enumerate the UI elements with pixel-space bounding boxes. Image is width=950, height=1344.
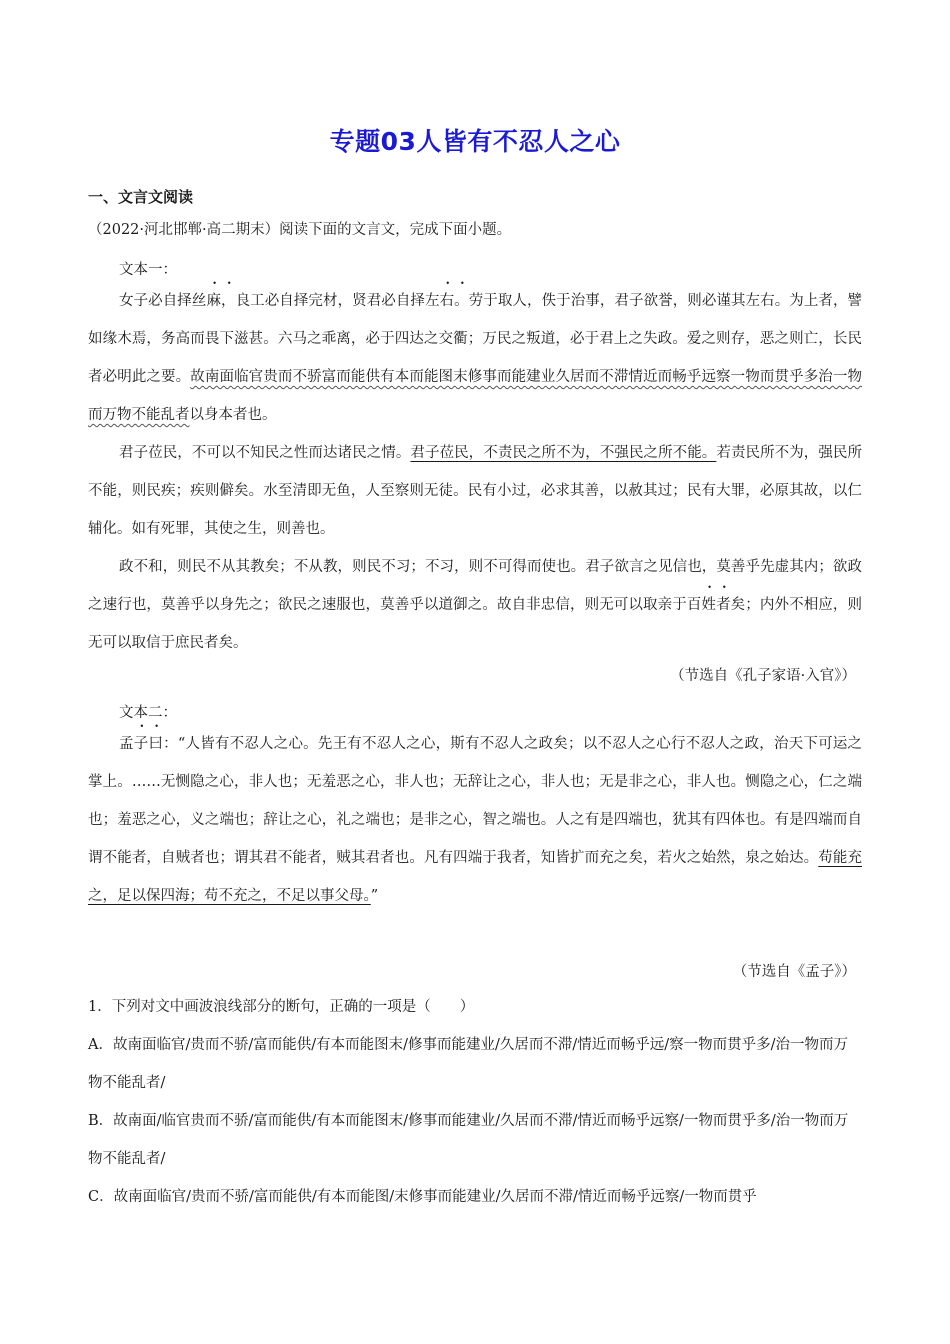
wavy-underlined-passage: 故南面临官贵而不骄富而能供有本而能图末修事而能建业久居而不滞情近而畅乎远察一物而贯乎多治一物而万物不能乱者	[88, 369, 863, 423]
text1-paragraph-1	[88, 282, 862, 434]
text1-source: （节选自《孔子家语·入官》）	[670, 668, 856, 684]
text-run: 。劳于取人，佚于治事，君子欲誉，则必谨其左右。为上者，譬如缘木焉，务高而畏下滋甚。六马之乖离，必于四达之交衢；万民之叛道，必于君上之失政。爱之则存，恶之则亡，长民者必明此之要。	[88, 293, 863, 385]
question-stem: 1．下列对文中画波浪线部分的断句，正确的一项是（ ）	[88, 999, 475, 1015]
text-run: 曰：“人皆有不忍人之心。先王有不忍人之心，斯有不忍人之政矣；以不忍人之心行不忍人之政，治天下可运之掌上。……无恻隐之心，非人也；无羞恶之心，非人也；无辞让之心，非人也；无是非之心，非人也。恻隐之心，仁之端也；羞恶之心，义之端也；辞让之心，礼之端也；是非之心，智之端也。人之有是四端也，犹其有四体也。有是四端而自谓不能者，自贼者也；谓其君不能者，贼其君者也。凡有四端于我者，知皆扩而充之矣，若火之始然，泉之始达。	[88, 736, 863, 866]
emphasis-char: 丝	[191, 293, 207, 309]
text2-body	[88, 725, 862, 915]
text2-paragraph-1	[88, 725, 862, 915]
emphasis-char: 麻	[206, 293, 222, 309]
text-run: 政不和，则民不从其教矣；不从教，则民不习；不习，则不可得而使也。君子欲言之见信也，莫善乎先虚其内；欲政之速行也，莫善乎以身先之；欲民之速服也，莫善乎以道御之。故自非忠信，则无可以取亲于	[88, 559, 862, 613]
intro-text: （2022·河北邯郸·高二期末）阅读下面的文言文，完成下面小题。	[88, 222, 512, 238]
option-b: B．故南面/临官贵而不骄/富而能供/有本而能图末/修事而能建业/久居而不滞/情近而畅乎远察/一物而贯乎多/治一物而万物不能乱者/	[88, 1113, 849, 1167]
emphasis-char: 左	[425, 293, 440, 309]
text2-label: 文本二：	[119, 705, 177, 721]
text2-source: （节选自《孟子》）	[732, 964, 856, 980]
option-a: A．故南面临官/贵而不骄/富而能供/有本而能图末/修事而能建业/久居而不滞/情近而畅乎远/察一物而贯乎多/治一物而万物不能乱者/	[88, 1037, 849, 1091]
text-run: 君子莅民，不可以不知民之性而达诸民之情。	[119, 445, 411, 461]
text-run: 若责民所不为，强民所不能，则民疾；疾则僻矣。水至清即无鱼，人至察则无徒。民有小过，必求其善，以赦其过；民有大罪，必原其故，以仁辅化。如有死罪，其使之生，则善也。	[88, 445, 863, 537]
text-run: ，良工必自择完材，贤君必自择	[221, 293, 425, 309]
text-run: 者矣；内外不相应，则无可以取信于庶民者矣。	[88, 597, 863, 651]
text-run: 以身本者也。	[189, 407, 277, 423]
text1-body	[88, 282, 862, 662]
question-1	[88, 988, 862, 1216]
text-run: 女子必自择	[119, 293, 192, 309]
emphasis-char: 子	[133, 736, 149, 752]
underlined-sentence: 君子莅民，不责民之所不为，不强民之所不能。	[410, 445, 717, 461]
page-title: 专题03人皆有不忍人之心	[329, 127, 621, 156]
emphasis-char: 右	[439, 293, 455, 309]
underlined-sentence: 苟能充之，足以保四海；苟不充之，不足以事父母。	[88, 850, 863, 904]
option-c: C．故南面临官/贵而不骄/富而能供/有本而能图/末修事而能建业/久居而不滞/情近而畅乎远察/一物而贯乎	[88, 1189, 757, 1205]
text1-paragraph-3	[88, 548, 862, 662]
emphasis-char: 孟	[119, 736, 134, 752]
text-run: ”	[370, 888, 379, 904]
section-heading: 一、文言文阅读	[88, 188, 194, 206]
text1-label: 文本一：	[119, 262, 177, 278]
emphasis-char: 百	[686, 597, 702, 613]
text1-paragraph-2	[88, 434, 862, 548]
emphasis-char: 姓	[701, 597, 717, 613]
